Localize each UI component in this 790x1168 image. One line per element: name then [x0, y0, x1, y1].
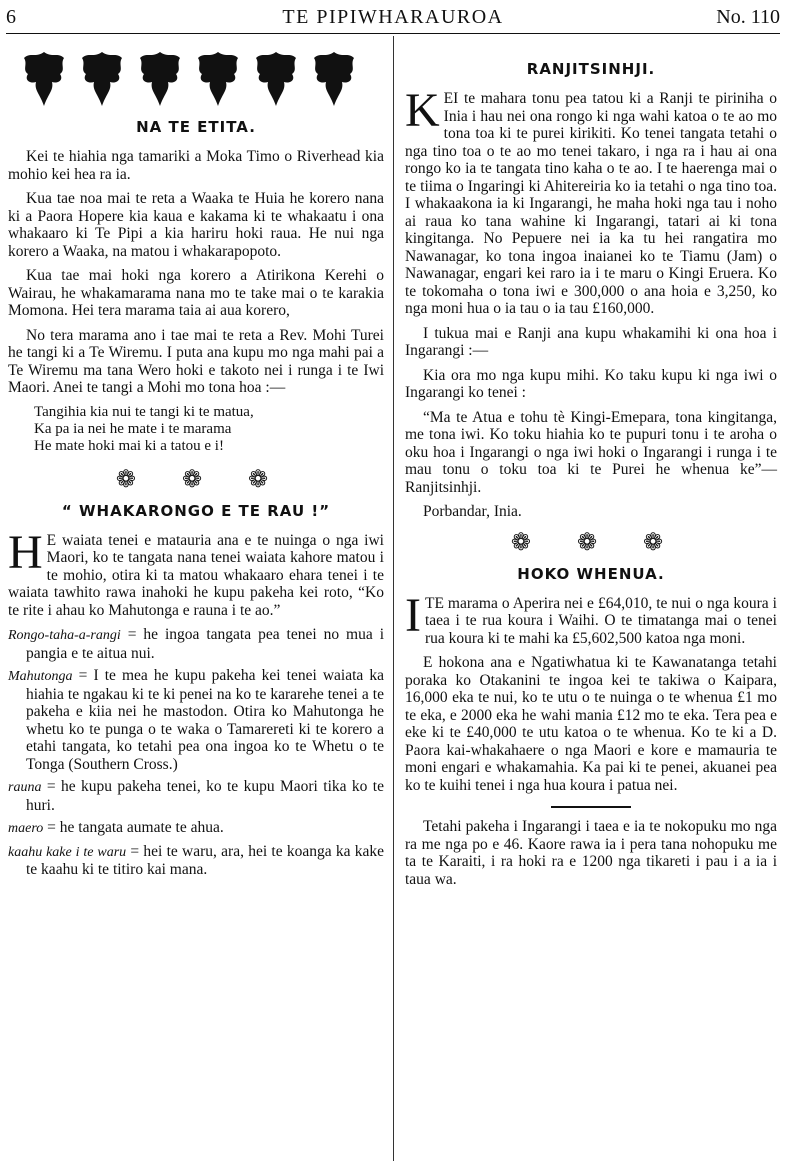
- heading-whakarongo: “ WHAKARONGO E TE RAU !”: [61, 501, 331, 520]
- left-column: [8, 40, 384, 884]
- paragraph: Porbandar, Inia.: [423, 503, 522, 520]
- definition-text: = hei te waru, ara, hei te koanga ka kake te kaahu ki te titiro kai mana.: [26, 842, 384, 878]
- definition-term: rauna: [8, 780, 42, 795]
- definition-term: Rongo-taha-a-rangi: [8, 628, 121, 643]
- poem-line: Ka pa ia nei he mate i te marama: [34, 420, 232, 437]
- definition: [8, 819, 384, 838]
- definition-term: kaahu kake i te waru: [8, 844, 127, 860]
- definition: [8, 626, 384, 662]
- header-rule: [6, 33, 780, 34]
- section-rule: [551, 806, 631, 808]
- drop-cap: K: [405, 84, 440, 137]
- paragraph-text: EI te mahara tonu pea tatou ki a Ranji te piriniha o Inia i hau nei ona rongo ki nga wahi katoa o te ao mo tona toa ki te purei kirikiti. Ko tenei tangata tetahi o nga tino toa o te ao mo tenei takaro, i nga ra i hau ai ona rongo ko ia te tangata tino kaha o te ao. I te haerenga mai o te tiima o Ingaringi ki Ahitereiria ko ia tetahi o nga tino toa. I whakaakona ia ki Ingarangi, he maha hoki nga tau i noho ai raua ko tana wahine ki Ingarangi, tatari ai ki tona kingitanga. No Pepuere nei ia ka tu hei rangatira mo Nawanagar, ko tona ingoa inaianei ko te Tiamu (Jam) o Nawanagar, engari kei raro ia i te maru o Kingi Eruera. Ko te tokomaha o tona iwi e 300,000 o ana hoia e 3,250, ko nga moni hua o ia tau o ia tau £160,000.: [405, 90, 777, 317]
- definition: [8, 778, 384, 814]
- paragraph: Kia ora mo nga kupu mihi. Ko taku kupu ki nga iwi o Ingarangi ko tenei :: [405, 366, 777, 401]
- heading-na-te-etita: NA TE ETITA.: [136, 118, 256, 136]
- drop-cap: H: [8, 525, 43, 579]
- definition: [8, 843, 384, 879]
- definition: [8, 667, 384, 773]
- ornament-divider: ❁ ❁ ❁: [115, 466, 289, 493]
- poem-line: He mate hoki mai ki a tatou e i!: [34, 437, 224, 454]
- page-header: [6, 4, 780, 34]
- definition-text: = I te mea he kupu pakeha kei tenei waiata ka hiahia te ngakau ki te ki penei na ko te kararehe tenei a te pakeha e kiia nei he mastodon. Otira ko Mahutonga he whetu ko te punga o te waka o Tamarereti ki te korero a etahi tangata, ko tetahi pea ona ingoa ko te Whetu o te Tonga (Southern Cross.): [26, 667, 384, 773]
- drop-cap: I: [405, 588, 421, 642]
- paragraph: E hokona ana e Ngatiwhatua ki te Kawanatanga tetahi poraka ko Otakanini te ingoa kei te takiwa o Kaipara, 16,000 eka te nui, ko te utu o te nuinga o te whenua £1 mo te eka, e 2000 eka he wahi mania £12 mo te eka. Tera pea e eke ki te £40,000 te utu katoa o te whenua. Ko te ki a D. Paora kai-whakahaere o nga Maori e kore e mamauria te moni engari e whakamahia. Ka pai ki te penei, akuanei pea ko te kuihi tenei i nga hua koura i patua nei.: [405, 654, 777, 794]
- issue-number: No. 110: [716, 6, 780, 28]
- definition-term: maero: [8, 821, 44, 836]
- paragraph-text: TE marama o Aperira nei e £64,010, te nui o nga koura i taea i te rua koura i Waihi. O te timatanga mai o tenei rua koura ki te mahi ka £5,602,500 katoa nga moni.: [424, 594, 777, 647]
- heading-ranjitsinhji: RANJITSINHJI.: [526, 60, 656, 78]
- lament-poem: [34, 404, 384, 455]
- fleuron-ornament: [18, 48, 384, 110]
- paragraph-with-dropcap: [8, 525, 384, 620]
- paragraph: Kua tae noa mai te reta a Waaka te Huia he korero nana ki a Paora Hopere kia kaua e kakama ki te whakaatu i ona whakaaro ki Te Pipi a kia hariru hoki raua. He nui nga korero a Waaka, na matou i whakarapopoto.: [8, 190, 384, 260]
- paragraph: Tetahi pakeha i Ingarangi i taea e ia te nokopuku mo nga ra me nga po e 46. Kaore rawa ia i pera tana nohopuku me ta te Karaiti, i ra hoki ra e 1200 nga tikareti i pau i a ia i taua wa.: [405, 818, 777, 888]
- paragraph: Kei te hiahia nga tamariki a Moka Timo o Riverhead kia mohio kei hea ra ia.: [8, 148, 384, 183]
- paragraph-text: E waiata tenei e matauria ana e te nuinga o nga iwi Maori, ko te tangata nana tenei waiata kahore matou i te mohio, otira ki ta matou whakaaro ehara tenei i te waiata tawhito rawa inahoki he kupu pakeha kei roto, “Ko te rite i ahau ko Mahutonga e rauna i te ao.”: [8, 531, 384, 619]
- paragraph-with-dropcap: [405, 84, 777, 318]
- definition-text: = he kupu pakeha tenei, ko te kupu Maori tika ko te huri.: [26, 778, 384, 814]
- right-column: [405, 40, 777, 895]
- paragraph: “Ma te Atua e tohu tè Kingi-Emepara, tona kingitanga, me tona iwi. Ko toku hiahia ko te pupuri tonu i te aroha o oku hoa i Ingarangi o nga iwi hoki o Ingarangi i runga i te mau tonu o toku toa ki te Purei he whenua ke”—Ranjitsinhji.: [405, 408, 777, 496]
- definition-term: Mahutonga: [8, 669, 73, 684]
- poem-line: Tangihia kia nui te tangi ki te matua,: [34, 403, 254, 420]
- paragraph-with-dropcap: [405, 588, 777, 648]
- column-divider: [393, 36, 394, 1161]
- newspaper-title: TE PIPIWHARAUROA: [282, 6, 504, 28]
- definition-text: = he tangata aumate te ahua.: [43, 819, 224, 836]
- definition-text: = he ingoa tangata pea tenei no mua i pangia e te aitua nui.: [26, 626, 384, 662]
- paragraph: I tukua mai e Ranji ana kupu whakamihi ki ona hoa i Ingarangi :—: [405, 324, 777, 359]
- page-number: 6: [6, 6, 16, 28]
- paragraph: Kua tae mai hoki nga korero a Atirikona Kerehi o Wairau, he whakamarama nana mo te take mai o te karakia Momona. Hei tera marama taia ai aua korero,: [8, 267, 384, 319]
- heading-hoko-whenua: HOKO WHENUA.: [517, 564, 665, 583]
- paragraph: No tera marama ano i tae mai te reta a Rev. Mohi Turei he tangi ki a Te Wiremu. I puta ana kupu mo nga mahi pai a Te Wiremu ma tana Wero hoki e takoto nei i runga i te Iwi Maori. Anei te tangi a Mohi mo tona hoa :—: [8, 326, 384, 396]
- ornament-divider: ❁ ❁ ❁: [510, 529, 684, 556]
